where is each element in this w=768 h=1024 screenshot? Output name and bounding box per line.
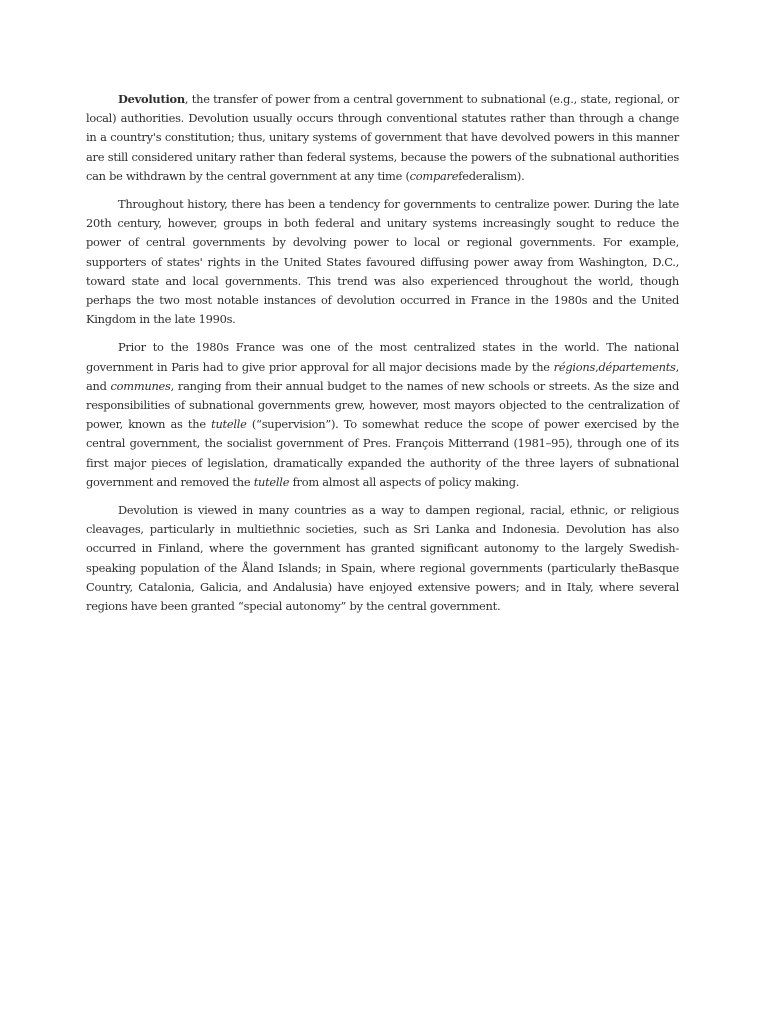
paragraph-3-text-a: Prior to the 1980s France was one of the most centralized states in the world. The national government in Paris had to give prior approval for all major decisions made by the — [86, 340, 679, 374]
paragraph-3-text-d: (“supervision”). To somewhat reduce the scope of power exercised by the central government, the socialist government of Pres. François Mitterrand (1981–95), through one of its first major pieces of legislation, dramatically expanded the authority of the three layers of subnational government and removed the — [86, 417, 679, 489]
italic-communes: communes — [110, 378, 171, 393]
paragraph-3-text-e: from almost all aspects of policy making. — [289, 474, 520, 489]
paragraph-3-text-c: , ranging from their annual budget to the names of new schools or streets. As the size and responsibilities of subnational governments grew, however, most mayors objected to the centralization of power, known as the — [86, 378, 679, 432]
italic-tutelle-1: tutelle — [211, 417, 247, 432]
bold-term: Devolution — [118, 92, 185, 106]
paragraph-4: Devolution is viewed in many countries as a way to dampen regional, racial, ethnic, or religious cleavages, particularly in multiethnic societies, such as Sri Lanka and Indonesia. Devolution has also occurred in Finland, where the government has granted significant autonomy to the largely Swedish-speaking population of the Åland Islands; in Spain, where regional governments (particularly theBasque Country, Catalonia, Galicia, and Andalusia) have enjoyed extensive powers; and in Italy, where several regions have been granted “special autonomy” by the central government. — [86, 503, 679, 614]
paragraph-3-text-b: , and — [86, 359, 679, 393]
paragraph-2: Throughout history, there has been a tendency for governments to centralize power. During the late 20th century, however, groups in both federal and unitary systems increasingly sought to reduce the power of central governments by devolving power to local or regional governments. For example, supporters of states' rights in the United States favoured diffusing power away from Washington, D.C., toward state and local governments. This trend was also experienced throughout the world, though perhaps the two most notable instances of devolution occurred in France in the 1980s and the United Kingdom in the late 1990s. — [86, 197, 679, 327]
paragraph-3 — [86, 338, 679, 492]
paragraph-3-comma: , — [595, 359, 599, 374]
italic-departements: départements — [598, 359, 676, 374]
italic-regions: régions — [553, 359, 596, 374]
paragraph-1-text: , the transfer of power from a central government to subnational (e.g., state, regional, or local) authorities. Devolution usually occurs through conventional statutes rather than through a change in a country's constitution; thus, unitary systems of government that have devolved powers in this manner are still considered unitary rather than federal systems, because the powers of the subnational authorities can be withdrawn by the central government at any time ( — [86, 92, 679, 183]
paragraph-1-end: federalism). — [458, 168, 525, 183]
italic-compare: compare — [409, 168, 459, 183]
paragraph-1 — [86, 90, 679, 186]
italic-tutelle-2: tutelle — [253, 474, 290, 489]
document-body — [86, 90, 679, 625]
